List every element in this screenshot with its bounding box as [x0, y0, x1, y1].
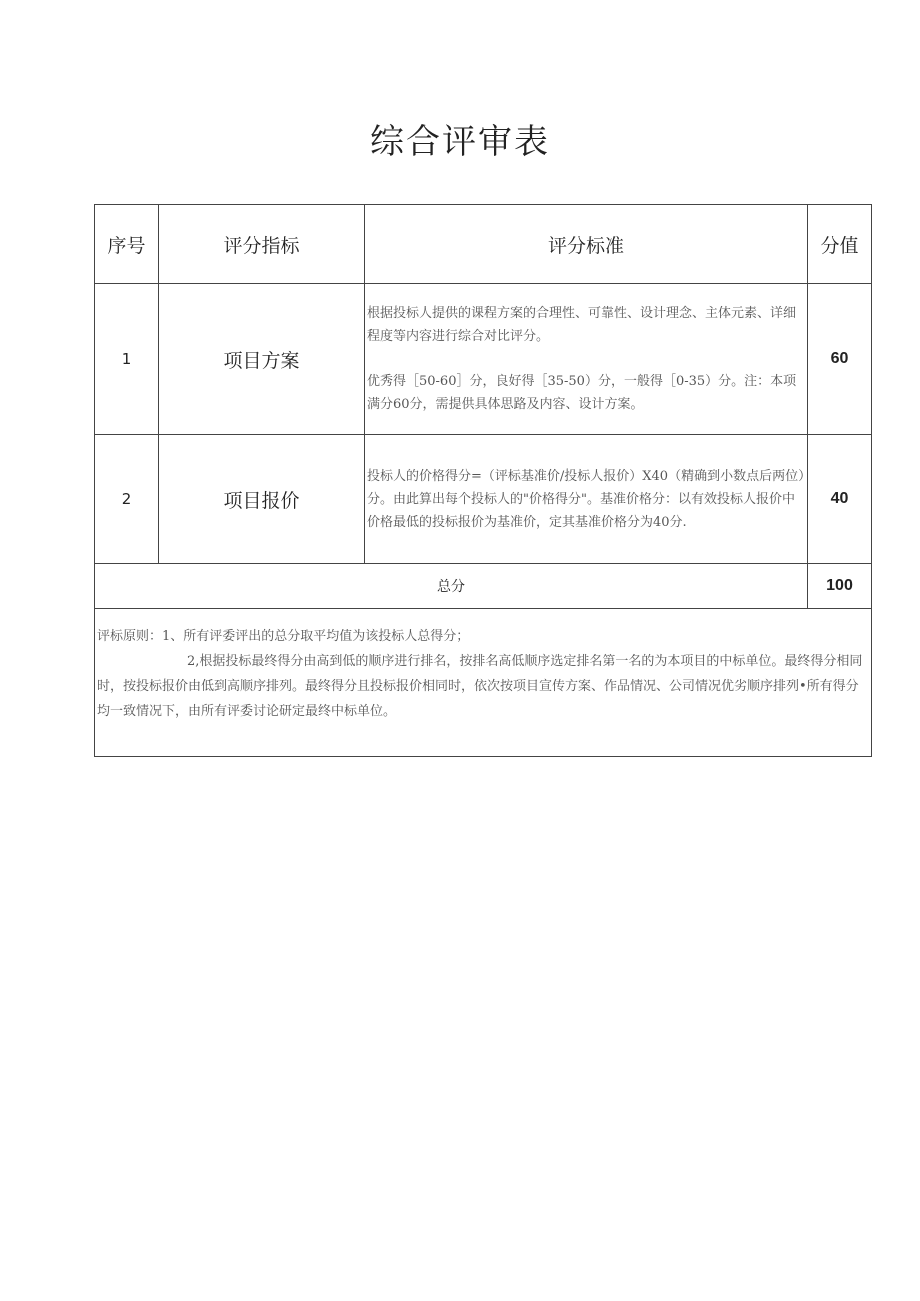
criteria-line: 根据投标人提供的课程方案的合理性、可靠性、设计理念、主体元素、详细程度等内容进行综合对比评分。 — [367, 306, 797, 344]
evaluation-table — [94, 204, 872, 757]
row-seq: 2 — [95, 435, 159, 564]
table-row — [95, 435, 872, 564]
header-indicator: 评分指标 — [159, 205, 365, 284]
criteria-line: 优秀得［50-60］分，良好得［35-50）分，一般得［0-35）分。注：本项满分60分，需提供具体思路及内容、设计方案。 — [367, 374, 797, 412]
note-line-2: 2,根据投标最终得分由高到低的顺序进行排名，按排名高低顺序选定排名第一名的为本项目的中标单位。最终得分相同时，按投标报价由低到高顺序排列。最终得分且投标报价相同时，依次按项目宣传方案、作品情况、公司情况优劣顺序排列•所有得分均一致情况下，由所有评委讨论研定最终中标单位。 — [97, 654, 863, 719]
row-seq: 1 — [95, 284, 159, 435]
note-line-1: 评标原则：1、所有评委评出的总分取平均值为该投标人总得分； — [97, 629, 470, 644]
header-seq: 序号 — [95, 205, 159, 284]
total-row — [95, 564, 872, 609]
evaluation-notes — [95, 609, 872, 757]
row-criteria — [365, 284, 808, 435]
row-indicator: 项目报价 — [159, 435, 365, 564]
row-score: 60 — [808, 284, 872, 435]
table-row — [95, 284, 872, 435]
total-label: 总分 — [95, 564, 808, 609]
notes-row — [95, 609, 872, 757]
total-score: 100 — [808, 564, 872, 609]
criteria-line: 投标人的价格得分=（评标基准价/投标人报价）X40（精确到小数点后两位）分。由此算出每个投标人的"价格得分"。基准价格分：以有效投标人报价中价格最低的投标报价为基准价，定其基准价格分为40分. — [367, 468, 805, 530]
table-header-row — [95, 205, 872, 284]
page-title: 综合评审表 — [370, 122, 550, 162]
row-indicator: 项目方案 — [159, 284, 365, 435]
header-score: 分值 — [808, 205, 872, 284]
header-criteria: 评分标准 — [365, 205, 808, 284]
row-criteria — [365, 435, 808, 564]
row-score: 40 — [808, 435, 872, 564]
